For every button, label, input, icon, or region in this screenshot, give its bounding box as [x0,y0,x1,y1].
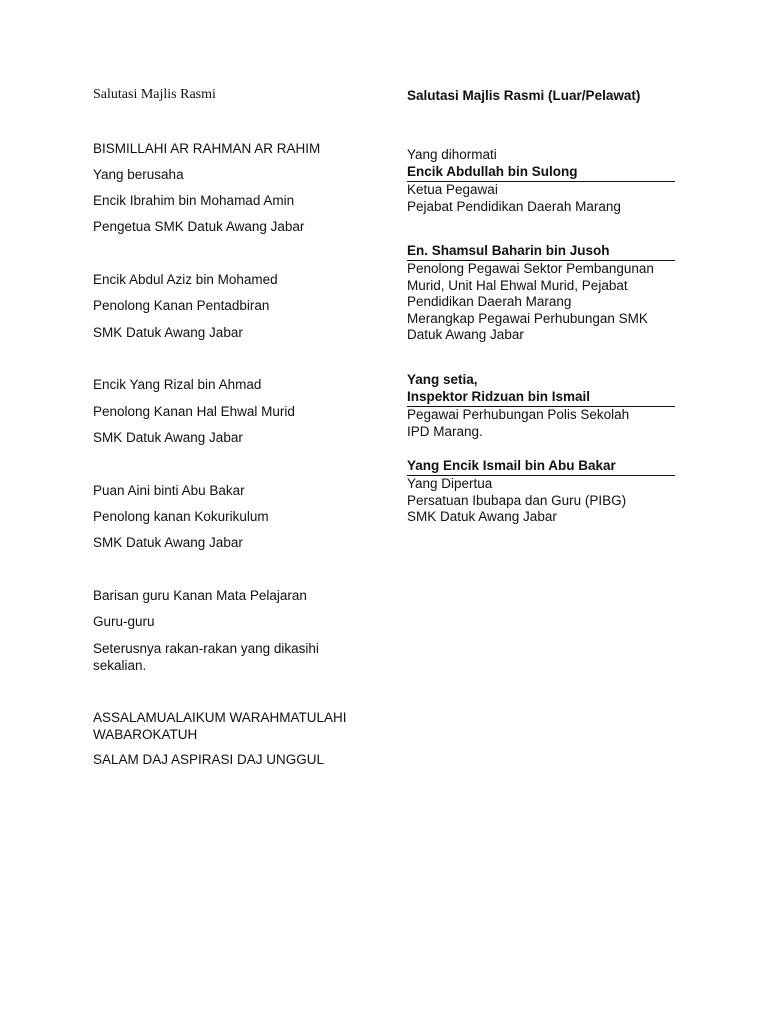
closing-motto: SALAM DAJ ASPIRASI DAJ UNGGUL [93,752,325,767]
salutation-line: Penolong Kanan Hal Ehwal Murid [93,404,295,419]
detail-line: Penolong Pegawai Sektor Pembangunan [407,261,654,276]
left-title: Salutasi Majlis Rasmi [93,87,216,102]
salutation-line: Encik Abdul Aziz bin Mohamed [93,272,278,287]
guest-name: En. Shamsul Baharin bin Jusoh [407,242,675,261]
detail-line: Yang Dipertua [407,476,493,491]
detail-line: Pendidikan Daerah Marang [407,294,572,309]
salutation-line: SMK Datuk Awang Jabar [93,430,243,445]
salutation-line: Encik Ibrahim bin Mohamad Amin [93,193,295,208]
salutation-line: Seterusnya rakan-rakan yang dikasihi sekalian. [93,641,319,673]
salutation-line: SMK Datuk Awang Jabar [93,325,243,340]
detail-line: Datuk Awang Jabar [407,327,524,342]
detail-line: IPD Marang. [407,423,483,439]
honorific-prefix: Yang dihormati [407,147,497,162]
salutation-line: Pengetua SMK Datuk Awang Jabar [93,219,305,234]
honorific-prefix: Yang setia, [407,372,478,387]
salutation-line: SMK Datuk Awang Jabar [93,535,243,550]
closing-greeting: ASSALAMUALAIKUM WARAHMATULAHI WABAROKATUH [93,710,347,742]
detail-line: Pejabat Pendidikan Daerah Marang [407,198,621,214]
salutation-line: Yang berusaha [93,167,184,182]
opening-line: BISMILLAHI AR RAHMAN AR RAHIM [93,141,321,156]
detail-line: Merangkap Pegawai Perhubungan SMK [407,310,648,326]
detail-line: Murid, Unit Hal Ehwal Murid, Pejabat [407,277,628,293]
detail-line: Pegawai Perhubungan Polis Sekolah [407,407,630,422]
salutation-line: Guru-guru [93,614,155,629]
guest-details [407,476,675,526]
salutation-line: Penolong Kanan Pentadbiran [93,298,270,313]
guest-details [407,261,675,344]
guest-name: Encik Abdullah bin Sulong [407,163,675,182]
salutation-line: Puan Aini binti Abu Bakar [93,483,245,498]
guest-details [407,407,675,440]
detail-line: Persatuan Ibubapa dan Guru (PIBG) [407,492,627,508]
right-title: Salutasi Majlis Rasmi (Luar/Pelawat) [407,88,641,103]
guest-name: Inspektor Ridzuan bin Ismail [407,388,675,407]
guest-name: Yang Encik Ismail bin Abu Bakar [407,457,675,476]
salutation-line: Penolong kanan Kokurikulum [93,509,269,524]
salutation-line: Encik Yang Rizal bin Ahmad [93,377,262,392]
salutation-line: Barisan guru Kanan Mata Pelajaran [93,588,307,603]
detail-line: Ketua Pegawai [407,182,498,197]
detail-line: SMK Datuk Awang Jabar [407,509,557,524]
guest-details [407,182,675,215]
